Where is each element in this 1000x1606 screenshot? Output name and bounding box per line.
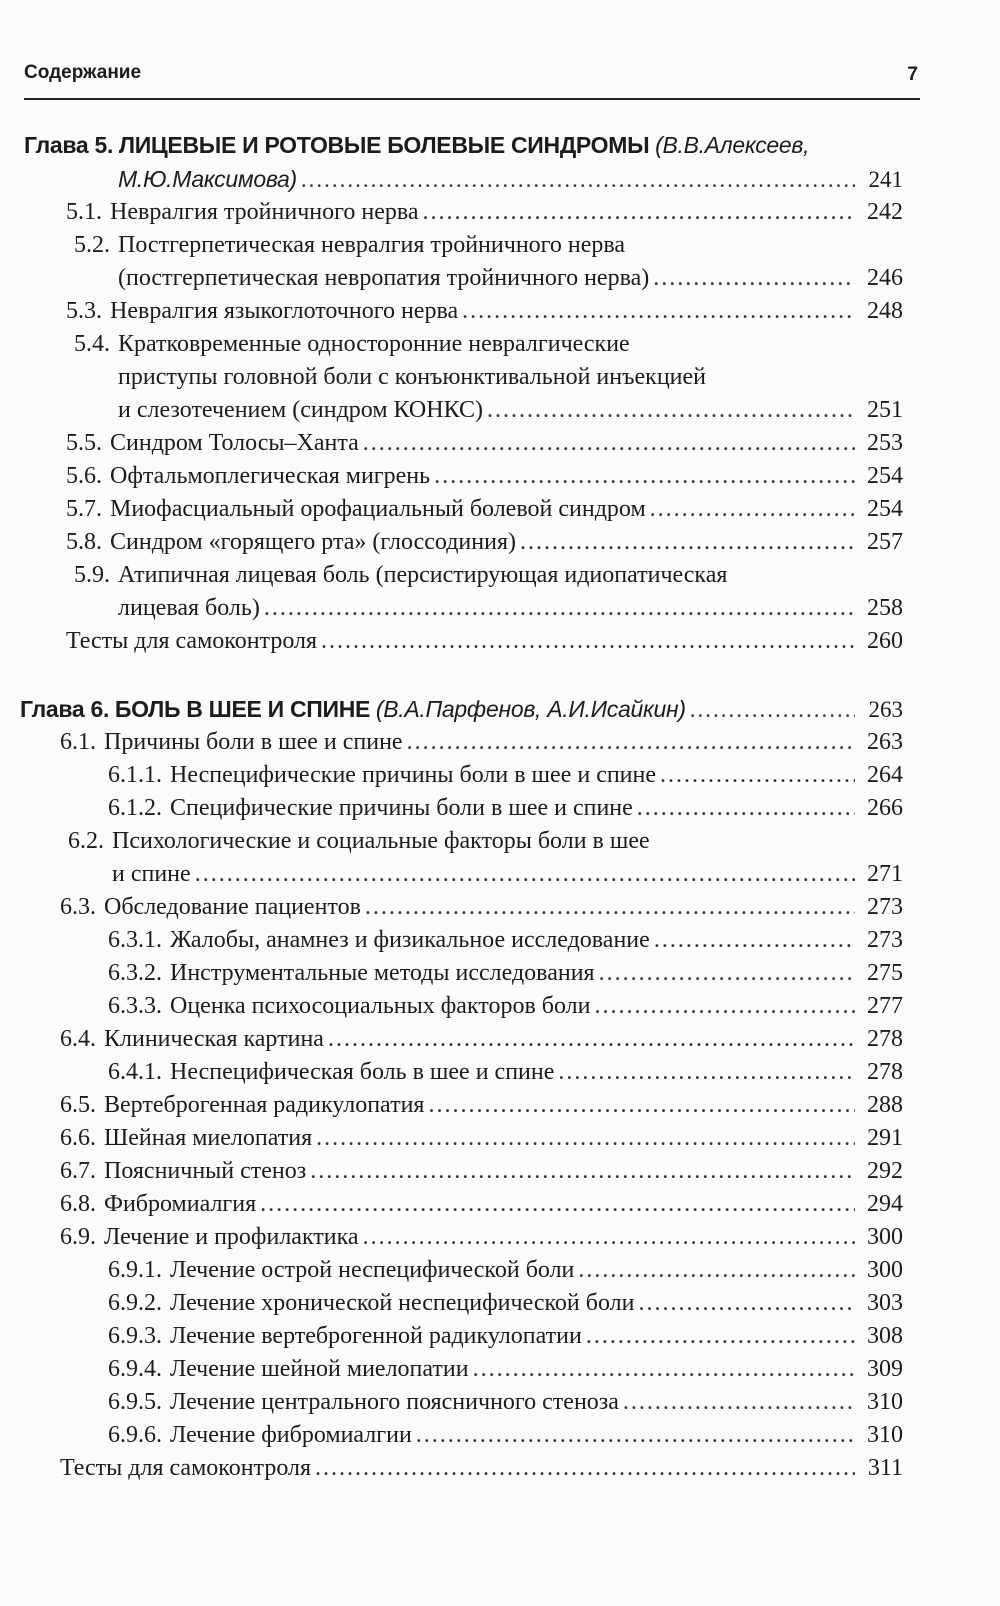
- section-title: Содержание: [24, 62, 142, 83]
- toc-entry[interactable]: 6.8. Фибромиалгия ..... 294: [60, 1187, 903, 1221]
- page-ref: 246: [867, 265, 903, 291]
- page-ref: 309: [867, 1356, 903, 1382]
- chapter-6-heading[interactable]: Глава 6. БОЛЬ В ШЕЕ И СПИНЕ (В.А.Парфенов, А.И.Исайкин) ..... 263: [20, 692, 903, 726]
- chapter-5-authors: (В.В.Алексеев,: [655, 132, 810, 158]
- toc-entry[interactable]: 5.4. Кратковременные односторонние невралгические: [74, 331, 630, 357]
- leader-dots: [315, 1451, 855, 1485]
- toc-entry[interactable]: 5.5. Синдром Толосы–Ханта ..... 253: [66, 426, 903, 460]
- toc-entry[interactable]: 5.2. Постгерпетическая невралгия тройничного нерва: [74, 232, 626, 258]
- page-ref: 254: [867, 463, 903, 489]
- page-ref: 241: [868, 167, 903, 192]
- toc-subentry[interactable]: 6.3.2. Инструментальные методы исследования ..... 275: [108, 956, 903, 990]
- page-ref: 253: [867, 430, 903, 456]
- toc-entry[interactable]: 6.6. Шейная миелопатия ..... 291: [60, 1121, 903, 1155]
- page-ref: 303: [867, 1290, 903, 1316]
- leader-dots: [365, 890, 855, 924]
- page-ref: 278: [867, 1026, 903, 1052]
- toc-entry-tests[interactable]: Тесты для самоконтроля ..... 260: [66, 624, 903, 658]
- toc-entry-cont[interactable]: приступы головной боли с конъюнктивальной инъекцией: [118, 364, 706, 390]
- leader-dots: [638, 1286, 855, 1320]
- leader-dots: [434, 459, 855, 493]
- page-ref: 275: [867, 960, 903, 986]
- toc-entry[interactable]: 5.8. Синдром «горящего рта» (глоссодиния) ..... 257: [66, 525, 903, 559]
- toc-subentry[interactable]: 6.9.4. Лечение шейной миелопатии ..... 309: [108, 1352, 903, 1386]
- chapter-5-heading[interactable]: Глава 5. ЛИЦЕВЫЕ И РОТОВЫЕ БОЛЕВЫЕ СИНДРОМЫ (В.В.Алексеев,: [24, 128, 904, 162]
- leader-dots: [264, 591, 855, 625]
- toc-entry-cont[interactable]: лицевая боль) ..... 258: [118, 591, 903, 625]
- leader-dots: [328, 1022, 855, 1056]
- chapter-5-title: ЛИЦЕВЫЕ И РОТОВЫЕ БОЛЕВЫЕ СИНДРОМЫ: [118, 132, 650, 158]
- page-ref: 292: [867, 1158, 903, 1184]
- page-number: 7: [907, 64, 918, 85]
- leader-dots: [462, 294, 855, 328]
- leader-dots: [301, 163, 855, 197]
- page-ref: 300: [867, 1224, 903, 1250]
- page-ref: 251: [867, 397, 903, 423]
- leader-dots: [595, 989, 855, 1023]
- toc-entry[interactable]: 5.9. Атипичная лицевая боль (персистирующая идиопатическая: [74, 562, 728, 588]
- page-ref: 288: [867, 1092, 903, 1118]
- leader-dots: [660, 758, 855, 792]
- leader-dots: [310, 1154, 855, 1188]
- toc-entry[interactable]: 6.4. Клиническая картина ..... 278: [60, 1022, 903, 1056]
- toc-entry[interactable]: 6.3. Обследование пациентов ..... 273: [60, 890, 903, 924]
- leader-dots: [363, 426, 855, 460]
- page-ref: 294: [867, 1191, 903, 1217]
- toc-subentry[interactable]: 6.9.5. Лечение центрального поясничного стеноза ..... 310: [108, 1385, 903, 1419]
- toc-entry[interactable]: 5.1. Невралгия тройничного нерва ..... 242: [66, 195, 903, 229]
- toc-entry[interactable]: 5.6. Офтальмоплегическая мигрень ..... 254: [66, 459, 903, 493]
- page-ref: 277: [867, 993, 903, 1019]
- page-ref: 242: [867, 199, 903, 225]
- page-ref: 260: [867, 628, 903, 654]
- toc-subentry[interactable]: 6.9.6. Лечение фибромиалгии ..... 310: [108, 1418, 903, 1452]
- chapter-6-title: БОЛЬ В ШЕЕ И СПИНЕ: [114, 696, 371, 722]
- toc-entry[interactable]: 6.2. Психологические и социальные факторы боли в шее: [68, 828, 650, 854]
- leader-dots: [690, 693, 855, 727]
- leader-dots: [650, 492, 855, 526]
- page-ref: 300: [867, 1257, 903, 1283]
- leader-dots: [653, 261, 855, 295]
- leader-dots: [599, 956, 855, 990]
- leader-dots: [423, 195, 855, 229]
- page-ref: 310: [867, 1422, 903, 1448]
- leader-dots: [416, 1418, 855, 1452]
- toc-entry[interactable]: 6.5. Вертеброгенная радикулопатия ..... 288: [60, 1088, 903, 1122]
- toc-subentry[interactable]: 6.1.2. Специфические причины боли в шее и спине ..... 266: [108, 791, 903, 825]
- leader-dots: [195, 857, 855, 891]
- toc-entry[interactable]: 6.7. Поясничный стеноз ..... 292: [60, 1154, 903, 1188]
- toc-entry-tests[interactable]: Тесты для самоконтроля ..... 311: [60, 1451, 903, 1485]
- toc-entry[interactable]: 5.7. Миофасциальный орофациальный болевой синдром ..... 254: [66, 492, 903, 526]
- toc-entry[interactable]: 5.3. Невралгия языкоглоточного нерва ..... 248: [66, 294, 903, 328]
- leader-dots: [487, 393, 855, 427]
- toc-subentry[interactable]: 6.9.2. Лечение хронической неспецифической боли ..... 303: [108, 1286, 903, 1320]
- toc-subentry[interactable]: 6.1.1. Неспецифические причины боли в шее и спине ..... 264: [108, 758, 903, 792]
- page-ref: 258: [867, 595, 903, 621]
- leader-dots: [623, 1385, 855, 1419]
- page-ref: 273: [867, 894, 903, 920]
- page-ref: 278: [867, 1059, 903, 1085]
- leader-dots: [520, 525, 855, 559]
- toc-subentry[interactable]: 6.9.1. Лечение острой неспецифической боли ..... 300: [108, 1253, 903, 1287]
- page-ref: 248: [867, 298, 903, 324]
- page-ref: 263: [868, 697, 903, 722]
- toc-entry-cont[interactable]: и спине ..... 271: [112, 857, 903, 891]
- toc-subentry[interactable]: 6.4.1. Неспецифическая боль в шее и спине ..... 278: [108, 1055, 903, 1089]
- page-ref: 257: [867, 529, 903, 555]
- leader-dots: [428, 1088, 855, 1122]
- page-ref: 264: [867, 762, 903, 788]
- leader-dots: [473, 1352, 855, 1386]
- page-ref: 266: [867, 795, 903, 821]
- toc-subentry[interactable]: 6.9.3. Лечение вертеброгенной радикулопатии ..... 308: [108, 1319, 903, 1353]
- leader-dots: [363, 1220, 855, 1254]
- page-header: [24, 58, 920, 100]
- leader-dots: [654, 923, 855, 957]
- leader-dots: [260, 1187, 855, 1221]
- chapter-5-heading-cont[interactable]: М.Ю.Максимова) ..... 241: [118, 162, 903, 196]
- leader-dots: [578, 1253, 855, 1287]
- leader-dots: [637, 791, 855, 825]
- leader-dots: [586, 1319, 855, 1353]
- toc-entry-cont[interactable]: (постгерпетическая невропатия тройничного нерва) ..... 246: [118, 261, 903, 295]
- toc-entry-cont[interactable]: и слезотечением (синдром КОНКС) ..... 251: [118, 393, 903, 427]
- leader-dots: [558, 1055, 855, 1089]
- page-ref: 263: [867, 729, 903, 755]
- toc-subentry[interactable]: 6.3.1. Жалобы, анамнез и физикальное исследование ..... 273: [108, 923, 903, 957]
- page-ref: 271: [867, 861, 903, 887]
- leader-dots: [316, 1121, 855, 1155]
- page-ref: 308: [867, 1323, 903, 1349]
- leader-dots: [321, 624, 855, 658]
- toc-subentry[interactable]: 6.3.3. Оценка психосоциальных факторов боли ..... 277: [108, 989, 903, 1023]
- toc-entry[interactable]: 6.9. Лечение и профилактика ..... 300: [60, 1220, 903, 1254]
- page-ref: 310: [867, 1389, 903, 1415]
- page-ref: 273: [867, 927, 903, 953]
- page-ref: 291: [867, 1125, 903, 1151]
- leader-dots: [407, 725, 855, 759]
- toc-entry[interactable]: 6.1. Причины боли в шее и спине ..... 263: [60, 725, 903, 759]
- page-ref: 311: [867, 1455, 903, 1481]
- page-ref: 254: [867, 496, 903, 522]
- chapter-6-authors: (В.А.Парфенов, А.И.Исайкин): [375, 696, 686, 722]
